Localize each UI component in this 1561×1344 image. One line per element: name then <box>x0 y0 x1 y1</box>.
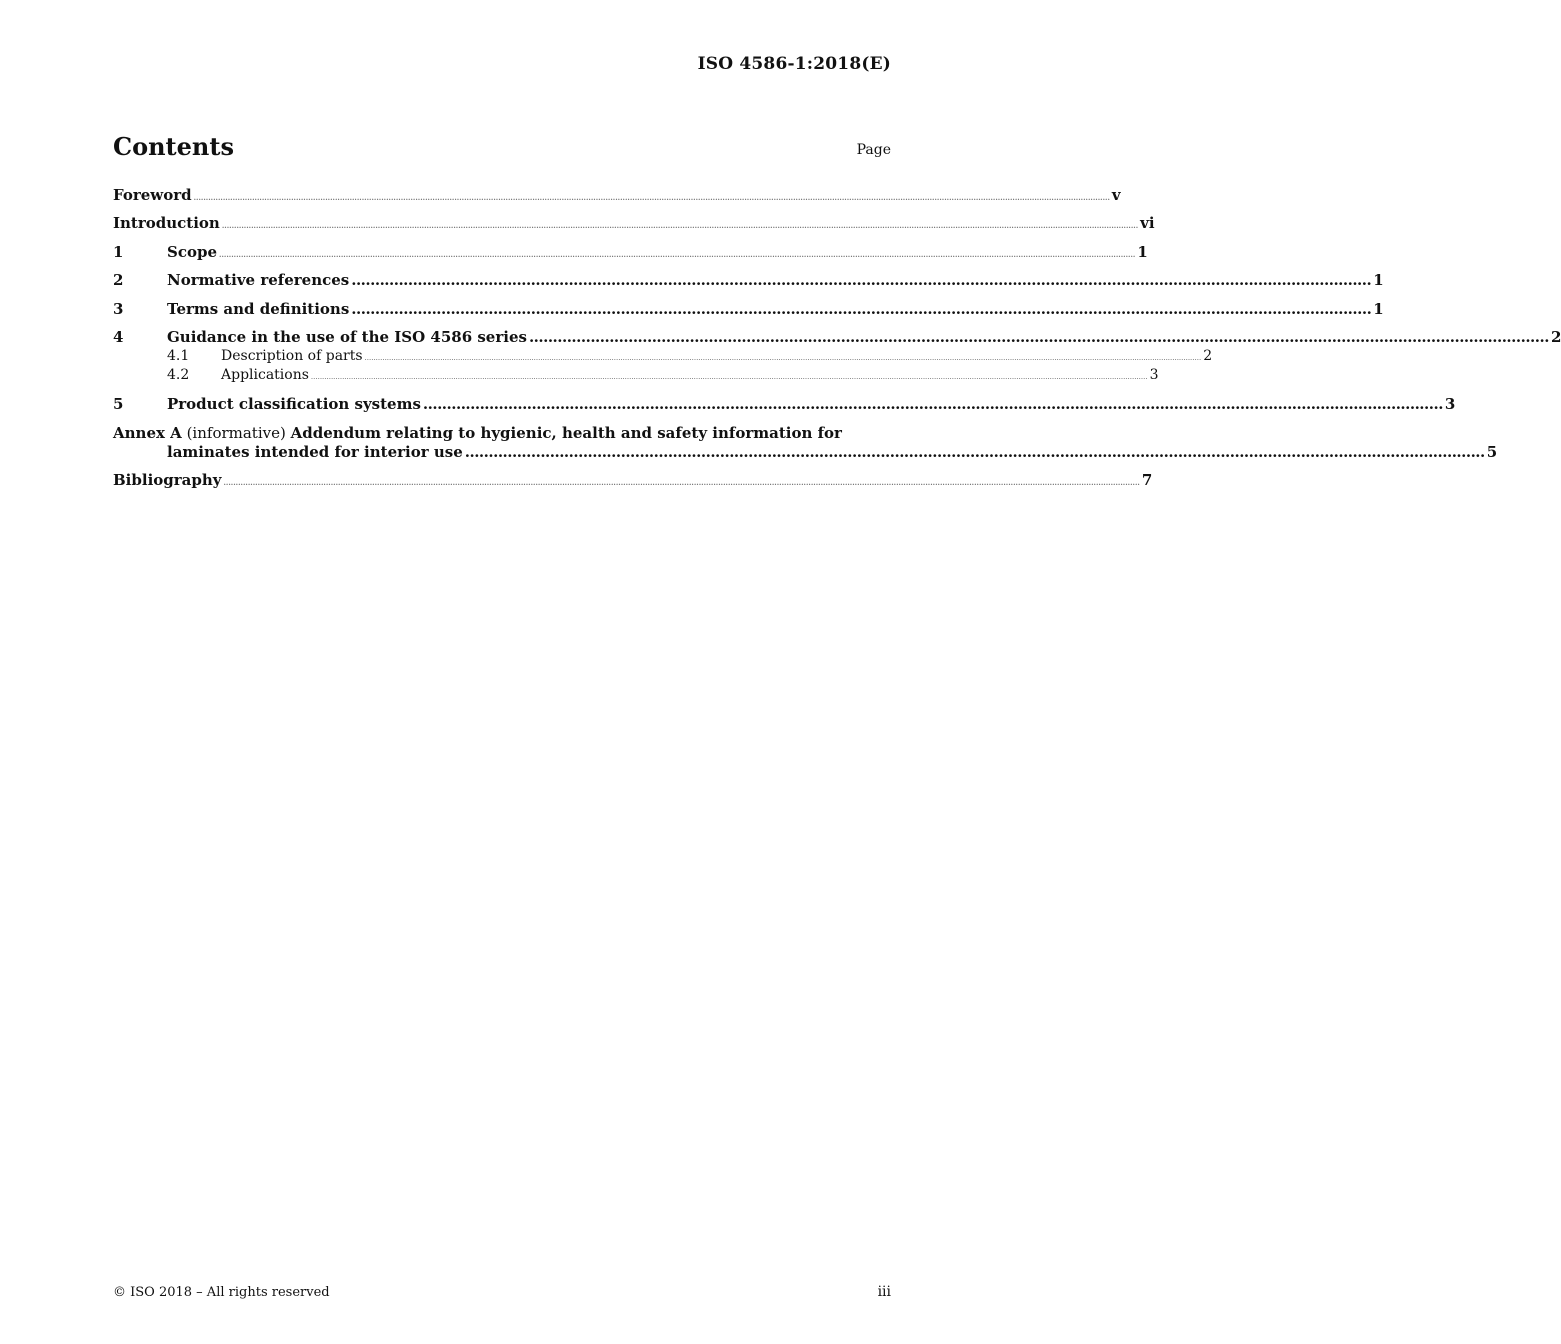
page-column-label: Page <box>856 142 891 158</box>
annex-kind: (informative) <box>186 424 286 442</box>
toc-entry-foreword[interactable] <box>113 186 1121 205</box>
dot-leader: ........................................................................................................................................................................................................................................................................................................................................................................................ <box>310 373 1148 381</box>
document-id: ISO 4586-1:2018(E) <box>697 54 891 74</box>
toc-entry-label: Description of parts <box>221 348 363 364</box>
toc-entry-label: Foreword <box>113 186 192 204</box>
toc-entry-terms-and-definitions[interactable] <box>113 300 1384 319</box>
toc-section-number: 5 <box>113 395 124 413</box>
toc-page-number: 2 <box>1203 348 1213 364</box>
toc-entry-scope[interactable] <box>113 243 1148 262</box>
toc-section-number: 4.2 <box>167 367 190 383</box>
dot-leader: ........................................................................................................................................................................................................................ <box>351 271 1372 289</box>
dot-leader: ........................................................................................................................................................................................................................ <box>422 395 1443 413</box>
toc-entry-label: Guidance in the use of the ISO 4586 series <box>167 328 527 346</box>
annex-prefix: Annex A <box>113 424 182 442</box>
toc-entry-label: Product classification systems <box>167 395 421 413</box>
dot-leader: ........................................................................................................................................................................................................................................................................................................................................................................................ <box>364 354 1202 362</box>
toc-entry-label: Terms and definitions <box>167 300 350 318</box>
toc-entry-product-classification[interactable] <box>113 395 1456 414</box>
toc-page-number: 1 <box>1373 271 1384 289</box>
toc-entry-label: Applications <box>221 367 309 383</box>
toc-entry-guidance[interactable] <box>113 328 1561 347</box>
toc-page-number: 2 <box>1550 328 1561 346</box>
toc-page-number: 3 <box>1149 367 1159 383</box>
annex-title-line-2: laminates intended for interior use <box>167 443 463 461</box>
toc-entry-label: Introduction <box>113 214 220 232</box>
toc-section-number: 4.1 <box>167 348 190 364</box>
page-number: iii <box>877 1284 891 1300</box>
toc-entry-normative-references[interactable] <box>113 271 1384 290</box>
toc-page-number: v <box>1111 186 1121 204</box>
toc-entry-annex-a[interactable] <box>113 423 1498 462</box>
toc-entry-label: Normative references <box>167 271 350 289</box>
dot-leader: ........................................................................................................................................................................................................................................................................................................................................................................................ <box>223 478 1140 487</box>
toc-subentry-description-of-parts[interactable] <box>113 347 1213 366</box>
dot-leader: ........................................................................................................................................................................................................................ <box>351 300 1372 318</box>
table-of-contents <box>113 186 1561 490</box>
toc-page-number: 1 <box>1137 243 1148 261</box>
toc-entry-bibliography[interactable] <box>113 471 1153 490</box>
toc-section-number: 2 <box>113 271 124 289</box>
toc-section-number: 4 <box>113 328 124 346</box>
toc-entry-label: Bibliography <box>113 471 222 489</box>
contents-title: Contents <box>113 132 234 161</box>
toc-page-number: 5 <box>1486 443 1498 461</box>
toc-section-number: 1 <box>113 243 124 261</box>
copyright-notice: © ISO 2018 – All rights reserved <box>113 1285 330 1300</box>
dot-leader: ........................................................................................................................................................................................................................................................................................................................................................................................ <box>193 193 1110 202</box>
toc-subentry-applications[interactable] <box>113 366 1159 385</box>
dot-leader: ........................................................................................................................................................................................................................................................................................................................................................................................ <box>219 250 1136 259</box>
toc-page-number: 3 <box>1444 395 1456 413</box>
toc-entry-label: Scope <box>167 243 218 261</box>
dot-leader: ........................................................................................................................................................................................................................ <box>528 328 1549 346</box>
toc-page-number: vi <box>1140 214 1155 232</box>
toc-entry-introduction[interactable] <box>113 214 1155 233</box>
toc-page-number: 7 <box>1141 471 1153 489</box>
annex-title-line-1: Addendum relating to hygienic, health and safety information for <box>290 424 842 442</box>
dot-leader: ........................................................................................................................................................................................................................ <box>464 443 1485 461</box>
dot-leader: ........................................................................................................................................................................................................................................................................................................................................................................................ <box>221 221 1139 230</box>
toc-section-number: 3 <box>113 300 124 318</box>
toc-page-number: 1 <box>1373 300 1384 318</box>
